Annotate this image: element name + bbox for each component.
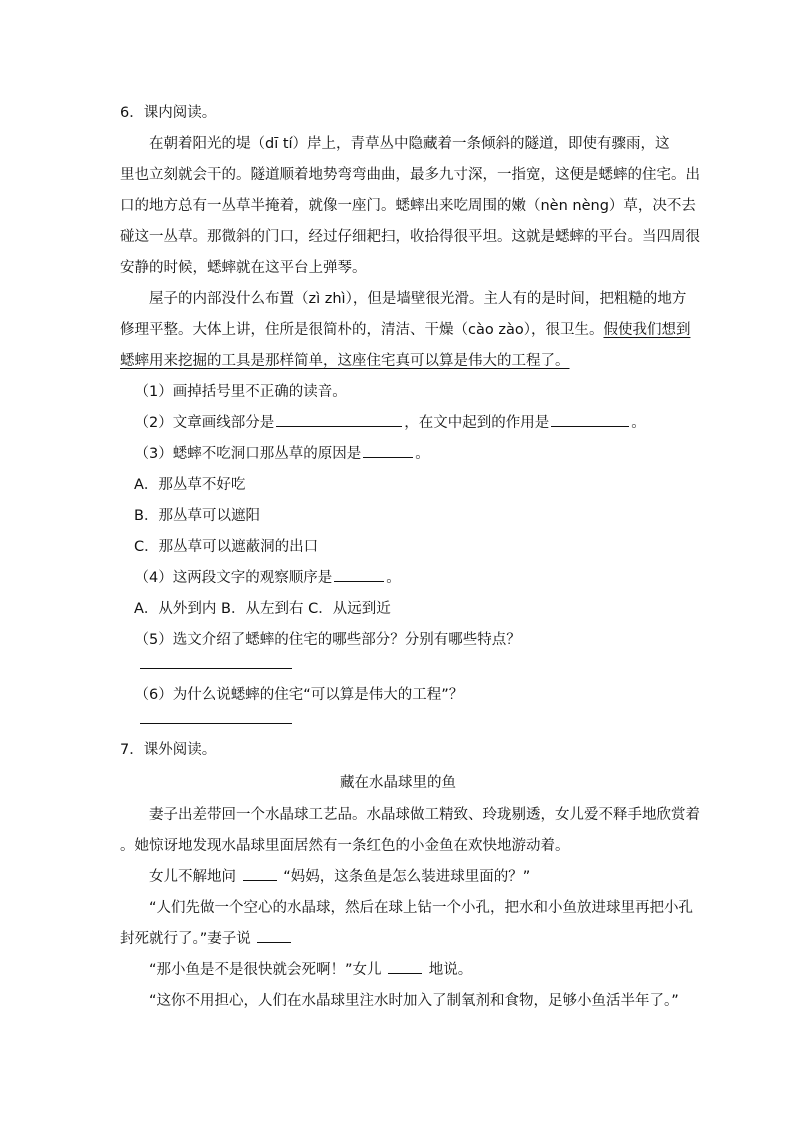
sub-question-5: （5）选文介绍了蟋蟀的住宅的哪些部分？分别有哪些特点？	[134, 632, 521, 648]
sub-question-text: （4）这两段文字的观察顺序是	[134, 570, 333, 586]
story-line	[120, 862, 676, 893]
option-b: B．那丛草可以遮阳	[134, 508, 260, 524]
story-line: 妻子出差带回一个水晶球工艺品。水晶球做工精致、玲珑剔透，女儿爱不释手地欣赏着	[149, 807, 700, 823]
options-row: A．从外到内 B．从左到右 C．从远到近	[134, 601, 391, 617]
question-6-heading: 6．课内阅读。	[120, 105, 217, 121]
sub-question-text: ，在文中起到的作用是	[404, 415, 550, 431]
sub-question-1: （1）画掉括号里不正确的读音。	[134, 384, 347, 400]
story-text: 女儿不解地问	[149, 869, 236, 885]
q6-paragraph-2	[120, 284, 691, 377]
paragraph-text: 修理平整。大体上讲，住所是很简朴的，清洁、干燥（cào zào），很卫生。	[120, 322, 604, 338]
story-text: “妈妈，这条鱼是怎么装进球里面的？”	[283, 869, 531, 885]
answer-blank[interactable]	[334, 567, 384, 582]
sub-question-2	[120, 408, 676, 439]
paragraph-line: 安静的时候，蟋蟀就在这平台上弹琴。	[120, 260, 367, 276]
option-a: A．那丛草不好吃	[134, 477, 246, 493]
sub-question-text: （3）蟋蟀不吃洞口那丛草的原因是	[134, 446, 362, 462]
answer-blank[interactable]	[276, 412, 402, 427]
paragraph-line	[120, 346, 676, 377]
paragraph-line: 口的地方总有一丛草半掩着，就像一座门。蟋蟀出来吃周围的嫩（nèn nèng）草，决不去	[120, 198, 696, 214]
story-text: “那小鱼是不是很快就会死啊！”女儿	[149, 962, 382, 978]
answer-blank[interactable]	[388, 959, 422, 974]
story-text: 封死就行了。”妻子说	[120, 931, 251, 947]
paragraph-line: 碰这一丛草。那微斜的门口，经过仔细耙扫，收拾得很平坦。这就是蟋蟀的平台。当四周很	[120, 229, 700, 245]
q6-paragraph-1	[120, 129, 700, 284]
option-c: C．那丛草可以遮蔽洞的出口	[134, 539, 319, 555]
story-line: “人们先做一个空心的水晶球，然后在球上钻一个小孔，把水和小鱼放进球里再把小孔	[149, 900, 694, 916]
story-line: 。她惊讶地发现水晶球里面居然有一条红色的小金鱼在欢快地游动着。	[120, 838, 570, 854]
paragraph-line: 屋子的内部没什么布置（zì zhì），但是墙壁很光滑。主人有的是时间，把粗糙的地方	[149, 291, 687, 307]
story-title: 藏在水晶球里的鱼	[340, 775, 456, 791]
paragraph-line: 里也立刻就会干的。隧道顺着地势弯弯曲曲，最多九寸深，一指宽，这便是蟋蟀的住宅。出	[120, 167, 700, 183]
sub-question-4	[120, 563, 676, 594]
paragraph-line	[120, 315, 691, 346]
answer-blank[interactable]	[363, 443, 413, 458]
document-content	[120, 98, 700, 1017]
question-7-heading: 7．课外阅读。	[120, 742, 217, 758]
sub-question-6: （6）为什么说蟋蟀的住宅“可以算是伟大的工程”？	[134, 687, 464, 703]
sub-question-text: 。	[415, 446, 430, 462]
answer-blank[interactable]	[257, 928, 291, 943]
sub-question-text: 。	[386, 570, 401, 586]
paragraph-line: 在朝着阳光的堤（dī tí）岸上，青草丛中隐藏着一条倾斜的隧道，即使有骤雨，这	[149, 136, 670, 152]
story-text: 地说。	[428, 962, 473, 978]
underlined-sentence-end: 蟋蟀用来挖掘的工具是那样简单，这座住宅真可以算是伟大的工程了。	[120, 353, 570, 369]
underlined-sentence-start: 假使我们想到	[603, 322, 691, 338]
answer-line[interactable]	[140, 723, 292, 725]
answer-line[interactable]	[140, 668, 292, 670]
story-line	[120, 955, 676, 986]
answer-blank[interactable]	[243, 866, 277, 881]
answer-blank[interactable]	[551, 412, 629, 427]
story-line: “这你不用担心，人们在水晶球里注水时加入了制氧剂和食物，足够小鱼活半年了。”	[149, 993, 679, 1009]
sub-question-text: 。	[631, 415, 646, 431]
sub-question-3	[120, 439, 676, 470]
story-line	[120, 924, 676, 955]
sub-question-text: （2）文章画线部分是	[134, 415, 275, 431]
